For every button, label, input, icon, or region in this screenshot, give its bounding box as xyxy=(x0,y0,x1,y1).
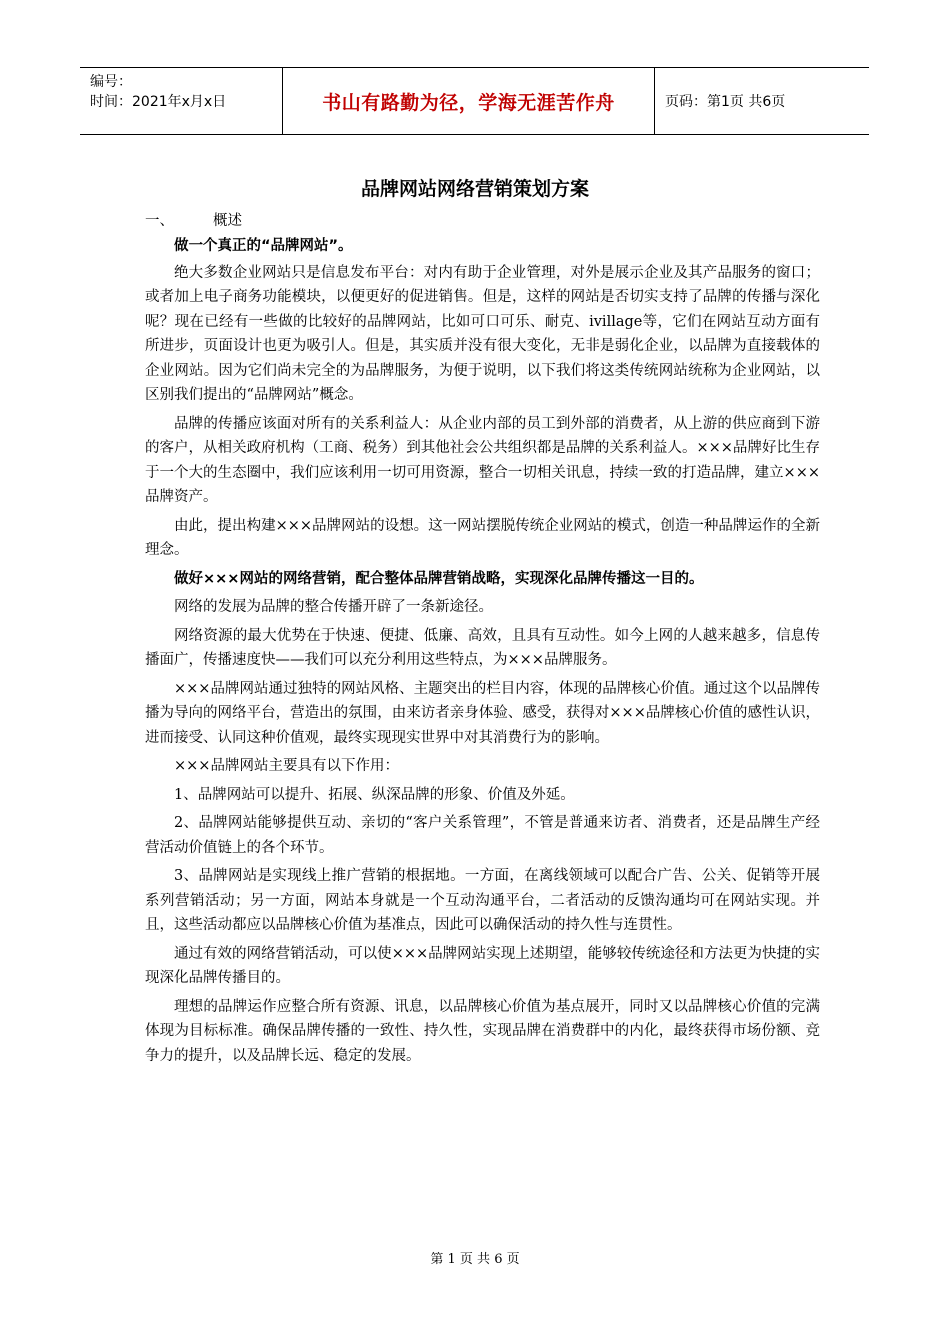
paragraph: ×××品牌网站主要具有以下作用： xyxy=(174,758,399,774)
serial-number-label: 编号： xyxy=(90,74,132,90)
bold-statement: 做一个真正的“品牌网站”。 xyxy=(174,238,353,254)
paragraph: 品牌的传播应该面对所有的关系利益人：从企业内部的员工到外部的消费者，从上游的供应商到下游的客户，从相关政府机构（工商、税务）到其他社会公共组织都是品牌的关系利益人。×××品牌好比生存于一个大的生态圈中，我们应该利用一切可用资源，整合一切相关讯息，持续一致的打造品牌，建立×××品牌资产。 xyxy=(145,415,820,505)
paragraph: ×××品牌网站通过独特的网站风格、主题突出的栏目内容，体现的品牌核心价值。通过这个以品牌传播为导向的网络平台，营造出的氛围，由来访者亲身体验、感受，获得对×××品牌核心价值的感性认识，进而接受、认同这种价值观，最终实现现实世界中对其消费行为的影响。 xyxy=(145,680,820,746)
section-title: 概述 xyxy=(213,213,242,229)
header-motto-cell xyxy=(282,68,655,134)
document-body xyxy=(145,210,820,1072)
date-label: 时间：2021年x月x日 xyxy=(90,94,227,110)
list-item: 1、品牌网站可以提升、拓展、纵深品牌的形象、价值及外延。 xyxy=(174,786,575,803)
paragraph: 网络的发展为品牌的整合传播开辟了一条新途径。 xyxy=(174,599,493,615)
document-title: 品牌网站网络营销策划方案 xyxy=(360,178,589,200)
paragraph: 通过有效的网络营销活动，可以使×××品牌网站实现上述期望，能够较传统途径和方法更为快捷的实现深化品牌传播目的。 xyxy=(145,945,820,986)
header-meta xyxy=(80,68,282,134)
bold-statement: 做好×××网站的网络营销，配合整体品牌营销战略，实现深化品牌传播这一目的。 xyxy=(174,570,704,587)
header-motto: 书山有路勤为径，学海无涯苦作舟 xyxy=(322,91,615,114)
paragraph: 网络资源的最大优势在于快速、便捷、低廉、高效，且具有互动性。如今上网的人越来越多，信息传播面广，传播速度快——我们可以充分利用这些特点，为×××品牌服务。 xyxy=(145,627,820,668)
document-header xyxy=(80,67,869,135)
page-footer: 第 1 页 共 6 页 xyxy=(430,1252,520,1267)
section-number: 一、 xyxy=(145,213,174,229)
paragraph: 理想的品牌运作应整合所有资源、讯息，以品牌核心价值为基点展开，同时又以品牌核心价值的完满体现为目标标准。确保品牌传播的一致性、持久性，实现品牌在消费群中的内化，最终获得市场份额、竞争力的提升，以及品牌长远、稳定的发展。 xyxy=(145,998,820,1064)
list-item: 3、品牌网站是实现线上推广营销的根据地。一方面，在离线领域可以配合广告、公关、促销等开展系列营销活动；另一方面，网站本身就是一个互动沟通平台，二者活动的反馈沟通均可在网站实现。并且，这些活动都应以品牌核心价值为基准点，因此可以确保活动的持久性与连贯性。 xyxy=(145,868,820,933)
paragraph: 由此，提出构建×××品牌网站的设想。这一网站摆脱传统企业网站的模式，创造一种品牌运作的全新理念。 xyxy=(145,517,820,558)
list-item: 2、品牌网站能够提供互动、亲切的“客户关系管理”，不管是普通来访者、消费者，还是品牌生产经营活动价值链上的各个环节。 xyxy=(145,815,820,856)
section-heading xyxy=(145,210,820,232)
paragraph: 绝大多数企业网站只是信息发布平台：对内有助于企业管理，对外是展示企业及其产品服务的窗口；或者加上电子商务功能模块，以便更好的促进销售。但是，这样的网站是否切实支持了品牌的传播与深化呢？现在已经有一些做的比较好的品牌网站，比如可口可乐、耐克、ivillage等，它们在网站互动方面有所进步，页面设计也更为吸引人。但是，其实质并没有很大变化，无非是弱化企业，以品牌为直接载体的企业网站。因为它们尚未完全的为品牌服务，为便于说明，以下我们将这类传统网站统称为企业网站，以区别我们提出的“品牌网站”概念。 xyxy=(145,264,820,403)
header-page-info: 页码：第1页 共6页 xyxy=(665,94,786,110)
